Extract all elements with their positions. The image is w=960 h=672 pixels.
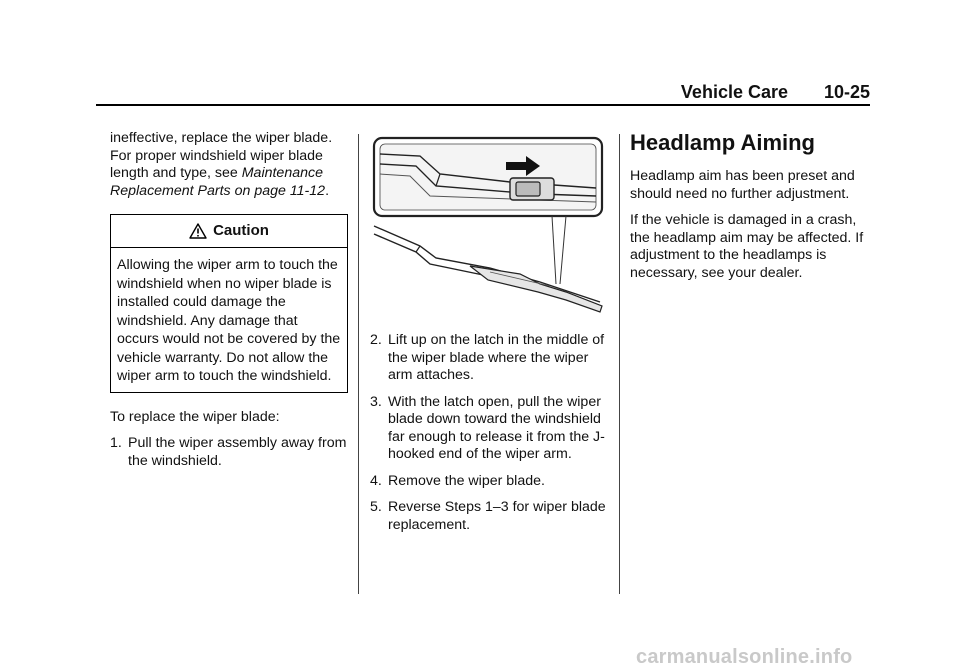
watermark: carmanualsonline.info [636, 646, 853, 668]
replace-intro: To replace the wiper blade: [110, 408, 280, 425]
step-text: Lift up on the latch in the middle of the wiper blade where the wiper arm attaches. [388, 332, 605, 383]
caution-text: Allowing the wiper arm to touch the windshield when no wiper blade is installed could damage the windshield. Any damage that occurs would not be covered by the vehicle warranty. Do not allow the wiper arm to touch the windshield. [117, 257, 341, 384]
step-number: 4. [370, 472, 382, 489]
step-2 [370, 332, 610, 385]
intro-text: ineffective, replace the wiper blade. For proper windshield wiper blade length and type, see [110, 130, 333, 181]
step-number: 3. [370, 393, 382, 410]
column-right [630, 130, 870, 291]
column-divider-left [358, 134, 359, 594]
step-number: 2. [370, 332, 382, 348]
step-4 [370, 473, 610, 491]
caution-header [111, 215, 347, 248]
step-5 [370, 499, 610, 534]
intro-end: . [325, 182, 330, 199]
column-middle [370, 130, 610, 543]
step-text: Pull the wiper assembly away from the windshield. [128, 435, 347, 469]
column-left [110, 130, 350, 479]
headlamp-aiming-heading: Headlamp Aiming [630, 130, 815, 155]
step-3 [370, 394, 610, 464]
caution-title: Caution [213, 222, 269, 240]
headlamp-para-1: Headlamp aim has been preset and should need no further adjustment. [630, 168, 855, 202]
page-number: 10-25 [823, 82, 870, 102]
intro-paragraph [110, 130, 350, 200]
step-text: Remove the wiper blade. [388, 472, 545, 489]
caution-box [110, 214, 348, 393]
section-title: Vehicle Care [680, 82, 788, 102]
wiper-blade-illustration [370, 134, 606, 320]
headlamp-para-2: If the vehicle is damaged in a crash, the headlamp aim may be affected. If adjustment to the headlamps is necessary, see your dealer. [630, 212, 864, 281]
page-header [96, 78, 870, 106]
step-number: 5. [370, 499, 382, 515]
step-text: With the latch open, pull the wiper blade down toward the windshield far enough to release it from the J-hooked end of the wiper arm. [388, 393, 605, 462]
maintenance-parts-reference[interactable]: Maintenance Replacement Parts on page 11-12 [110, 165, 326, 199]
step-number: 1. [110, 435, 122, 451]
warning-triangle-icon [189, 223, 207, 239]
step-text: Reverse Steps 1–3 for wiper blade replacement. [388, 499, 606, 533]
step-1 [110, 435, 350, 470]
column-divider-right [619, 134, 620, 594]
